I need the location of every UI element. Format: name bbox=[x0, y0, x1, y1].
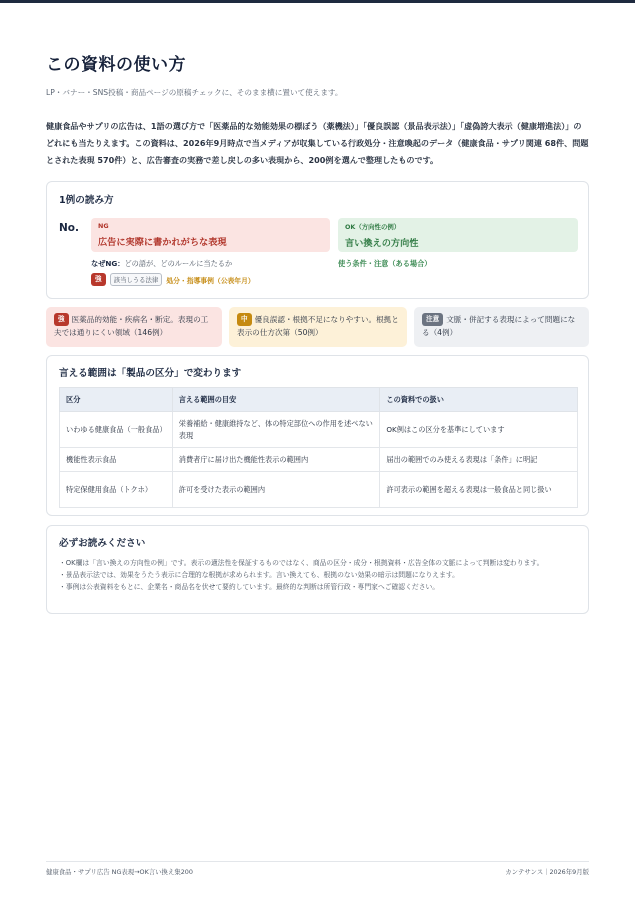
legend-medium bbox=[229, 307, 407, 347]
howto-card bbox=[46, 181, 589, 299]
ng-example-box bbox=[91, 218, 330, 252]
table-cell: 許可表示の範囲を超える表現は一般食品と同じ扱い bbox=[380, 472, 578, 508]
ng-main-text: 広告に実際に書かれがちな表現 bbox=[98, 237, 227, 248]
notes-title: 必ずお読みください bbox=[59, 538, 146, 549]
notes-list bbox=[59, 557, 576, 593]
list-item: ・事例は公表資料をもとに、企業名・商品名を伏せて要約しています。最終的な判断は所管行政・専門家へご確認ください。 bbox=[59, 583, 440, 591]
legend-strong-text: 医薬品的効能・疾病名・断定。表現の工夫では通りにくい領域（146例） bbox=[54, 315, 209, 337]
legend-caution-text: 文脈・併記する表現によって問題になる（4例） bbox=[422, 315, 576, 337]
list-item: ・OK欄は「言い換えの方向性の例」です。表示の適法性を保証するものではなく、商品の区分・成分・根拠資料・広告全体の文脈によって判断は変わります。 bbox=[59, 559, 544, 567]
table-cell: 届出の範囲でのみ使える表現は「条件」に明記 bbox=[380, 448, 578, 472]
table-row bbox=[60, 412, 578, 448]
header-category: 区分 bbox=[60, 388, 173, 412]
medium-badge: 中 bbox=[237, 313, 252, 326]
strength-badge: 強 bbox=[91, 273, 106, 286]
table-cell: 消費者庁に届け出た機能性表示の範囲内 bbox=[172, 448, 380, 472]
howto-title: 1例の読み方 bbox=[59, 195, 114, 206]
number-label: No. bbox=[59, 222, 79, 234]
page-footer bbox=[46, 861, 589, 876]
legend-caution bbox=[414, 307, 589, 347]
table-cell: いわゆる健康食品（一般食品） bbox=[60, 412, 173, 448]
intro-paragraph: 健康食品やサプリの広告は、1語の選び方で「医薬品的な効能効果の標ぼう（薬機法）」「優良誤認（景品表示法）」「虚偽誇大表示（健康増進法）」のどれにも当たりえます。この資料は、2026年9月時点で当メディアが収集している行政処分・注意喚起のデータ（健康食品・サプリ関連 68件、問題とされた表現 570件）と、広告審査の実務で差し戻しの多い表現から、200例を選んで整理したものです。 bbox=[46, 121, 589, 165]
ng-tag: NG bbox=[98, 222, 109, 230]
header-range: 言える範囲の目安 bbox=[172, 388, 380, 412]
meta-line bbox=[91, 273, 255, 286]
table-cell: 栄養補給・健康維持など、体の特定部位への作用を述べない表現 bbox=[172, 412, 380, 448]
category-table bbox=[59, 387, 578, 508]
why-ng-line bbox=[91, 259, 232, 269]
table-cell: 許可を受けた表示の範囲内 bbox=[172, 472, 380, 508]
table-cell: OK例はこの区分を基準にしています bbox=[380, 412, 578, 448]
conditions-line: 使う条件・注意（ある場合） bbox=[338, 259, 432, 268]
top-accent-bar bbox=[0, 0, 635, 3]
why-ng-label: なぜNG： bbox=[91, 259, 125, 268]
ok-example-box bbox=[338, 218, 578, 252]
case-text: 処分・指導事例（公表年月） bbox=[166, 276, 255, 285]
table-row bbox=[60, 472, 578, 508]
why-ng-text: どの語が、どのルールに当たるか bbox=[124, 259, 233, 268]
caution-badge: 注意 bbox=[422, 313, 443, 326]
page-content bbox=[46, 50, 589, 614]
strong-badge: 強 bbox=[54, 313, 69, 326]
notes-card bbox=[46, 525, 589, 614]
list-item: ・景品表示法では、効果をうたう表示に合理的な根拠が求められます。言い換えても、根拠のない効果の暗示は問題になりえます。 bbox=[59, 571, 459, 579]
table-cell: 特定保健用食品（トクホ） bbox=[60, 472, 173, 508]
table-cell: 機能性表示食品 bbox=[60, 448, 173, 472]
page-subtitle: LP・バナー・SNS投稿・商品ページの原稿チェックに、そのまま横に置いて使えます。 bbox=[46, 88, 343, 97]
footer-title: 健康食品・サプリ広告 NG表現→OK言い換え集200 bbox=[46, 868, 193, 876]
legend-strong bbox=[46, 307, 222, 347]
severity-legend bbox=[46, 307, 589, 347]
page-title: この資料の使い方 bbox=[46, 55, 186, 75]
law-chip: 該当しうる法律 bbox=[110, 273, 163, 286]
table-header-row bbox=[60, 388, 578, 412]
range-title: 言える範囲は「製品の区分」で変わります bbox=[59, 368, 242, 379]
product-category-card bbox=[46, 355, 589, 516]
footer-edition: カンテサンス｜2026年9月版 bbox=[505, 868, 589, 876]
ok-tag: OK（方向性の例） bbox=[345, 223, 401, 231]
header-treatment: この資料での扱い bbox=[380, 388, 578, 412]
ok-main-text: 言い換えの方向性 bbox=[345, 238, 419, 249]
table-row bbox=[60, 448, 578, 472]
legend-medium-text: 優良誤認・根拠不足になりやすい。根拠と表示の仕方次第（50例） bbox=[237, 315, 399, 337]
